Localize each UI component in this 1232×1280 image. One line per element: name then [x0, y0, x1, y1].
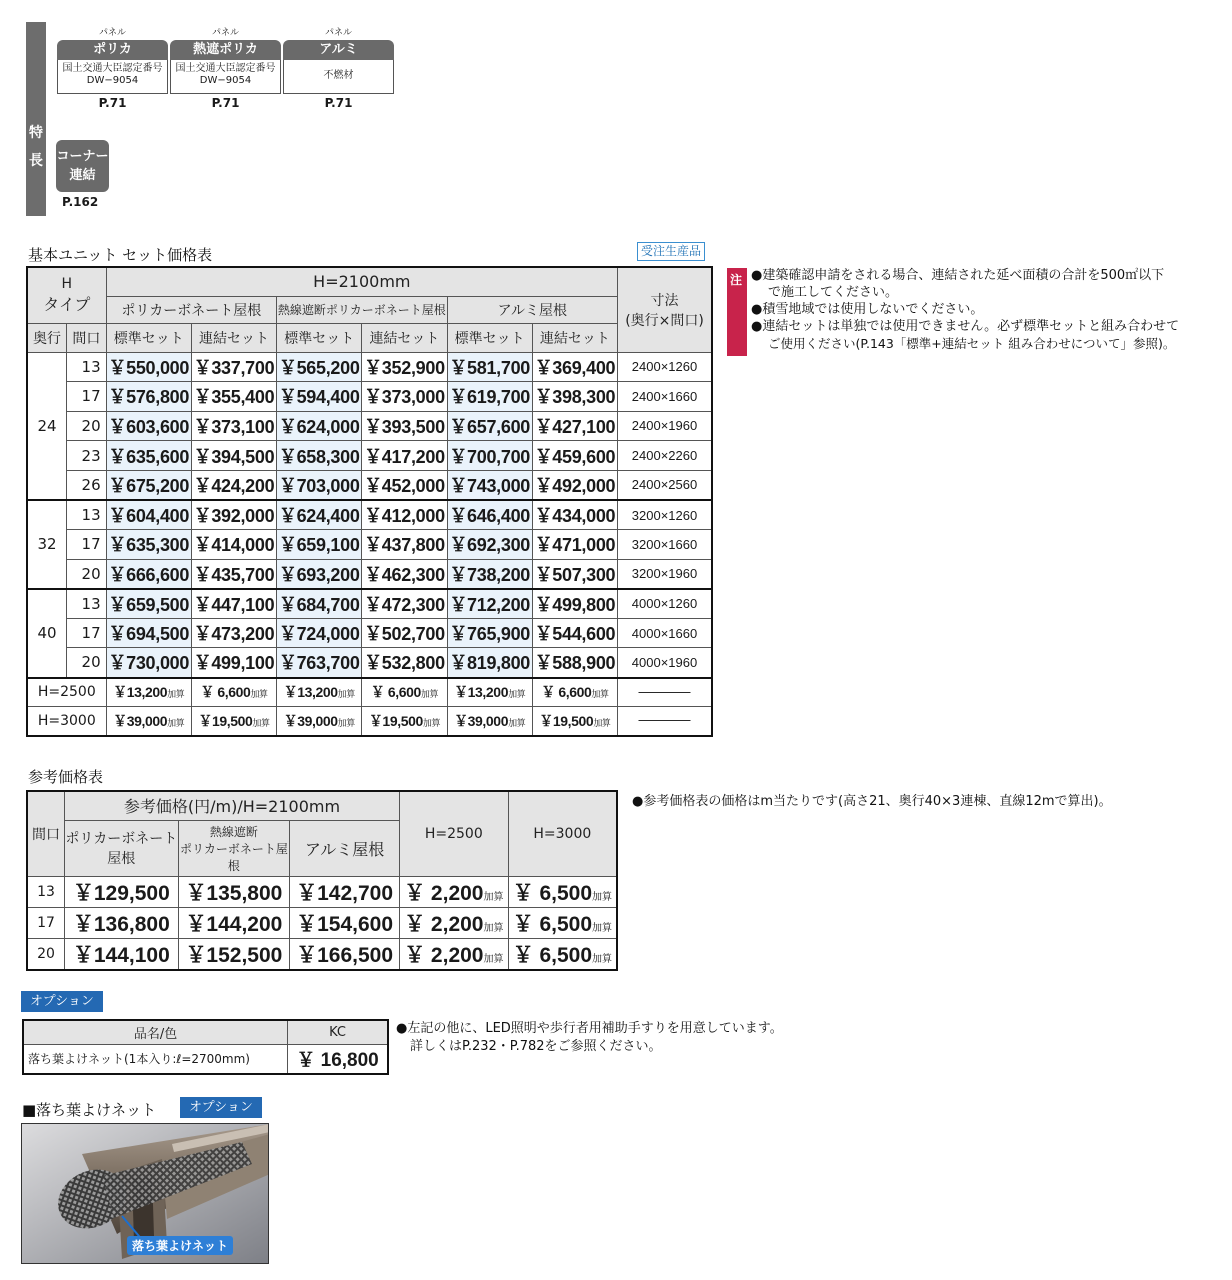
depth-cell: 32	[27, 500, 67, 589]
dimension-cell: 3200×1960	[618, 559, 712, 589]
price-cell: ￥550,000	[106, 352, 191, 382]
price-cell: ￥576,800	[106, 382, 191, 412]
dimension-cell: 2400×1960	[618, 411, 712, 441]
ref-price-cell: ￥129,500	[65, 876, 179, 907]
ref-h2500-header: H=2500	[399, 791, 508, 876]
price-cell: ￥352,900	[362, 352, 447, 382]
badge-head: アルミ	[283, 40, 394, 60]
height-surcharge-row	[27, 678, 712, 707]
height-label-cell: H=3000	[27, 707, 106, 736]
caution-badge	[727, 268, 747, 356]
price-cell: ￥658,300	[277, 441, 362, 471]
ref-width-cell: 20	[27, 938, 65, 970]
ref-price-cell: ￥ 2,200加算	[399, 938, 508, 970]
price-cell: ￥437,800	[362, 530, 447, 560]
badge-body	[57, 60, 168, 94]
price-cell: ￥684,700	[277, 589, 362, 619]
price-cell: ￥434,000	[532, 500, 617, 530]
width-cell: 20	[67, 648, 107, 678]
type-header-h: H	[61, 275, 73, 292]
reference-price-table	[26, 790, 618, 971]
ref-price-cell: ￥144,200	[178, 907, 290, 938]
price-row	[27, 589, 712, 619]
ref-price-cell: ￥154,600	[290, 907, 400, 938]
net-section-title: ■落ち葉よけネット	[22, 1101, 157, 1119]
price-cell: ￥473,200	[191, 618, 276, 648]
price-cell: ￥619,700	[447, 382, 532, 412]
price-cell: ￥624,400	[277, 500, 362, 530]
options-tag: オプション	[21, 991, 103, 1012]
surcharge-cell: ￥39,000加算	[106, 707, 191, 736]
surcharge-cell: ￥13,200加算	[447, 678, 532, 707]
ref-width-cell: 13	[27, 876, 65, 907]
ref-table-note: ●参考価格表の価格はm当たりです(高さ21、奥行40×3連棟、直線12mで算出)。	[632, 794, 1112, 809]
ref-width-cell: 17	[27, 907, 65, 938]
price-cell: ￥692,300	[447, 530, 532, 560]
price-cell: ￥666,600	[106, 559, 191, 589]
surcharge-cell: ￥13,200加算	[106, 678, 191, 707]
type-header-type: タイプ	[43, 294, 91, 314]
price-cell: ￥492,000	[532, 470, 617, 500]
width-cell: 17	[67, 530, 107, 560]
ref-width-header: 間口	[27, 791, 65, 876]
price-row	[27, 618, 712, 648]
surcharge-cell: ￥39,000加算	[447, 707, 532, 736]
price-cell: ￥544,600	[532, 618, 617, 648]
badge-body-line1: 国土交通大臣認定番号	[62, 63, 163, 74]
depth-header: 奥行	[27, 323, 67, 352]
badge-body	[283, 60, 394, 94]
price-cell: ￥763,700	[277, 648, 362, 678]
features-side-bar	[26, 22, 46, 216]
surcharge-cell: ￥19,500加算	[191, 707, 276, 736]
price-cell: ￥355,400	[191, 382, 276, 412]
price-cell: ￥507,300	[532, 559, 617, 589]
width-cell: 20	[67, 411, 107, 441]
price-cell: ￥700,700	[447, 441, 532, 471]
ref-price-cell: ￥166,500	[290, 938, 400, 970]
price-cell: ￥604,400	[106, 500, 191, 530]
dimension-cell: 3200×1660	[618, 530, 712, 560]
price-row	[27, 648, 712, 678]
price-cell: ￥369,400	[532, 352, 617, 382]
badge-page-ref: P.71	[98, 96, 127, 110]
ref-price-cell: ￥135,800	[178, 876, 290, 907]
options-note-1: ●左記の他に、LED照明や歩行者用補助手すりを用意しています。	[396, 1021, 783, 1036]
price-cell: ￥694,500	[106, 618, 191, 648]
ref-table-title: 参考価格表	[28, 768, 104, 786]
price-cell: ￥703,000	[277, 470, 362, 500]
ref-col2-line2: ポリカーボネート屋根	[179, 841, 288, 873]
width-cell: 17	[67, 382, 107, 412]
price-cell: ￥675,200	[106, 470, 191, 500]
dimension-dash-cell: ――――	[618, 678, 712, 707]
dimension-cell: 2400×2560	[618, 470, 712, 500]
leaf-net-illustration	[21, 1123, 269, 1264]
price-table	[26, 266, 713, 737]
ref-price-cell: ￥142,700	[290, 876, 400, 907]
surcharge-cell: ￥13,200加算	[277, 678, 362, 707]
price-cell: ￥424,200	[191, 470, 276, 500]
ref-polycarbonate-header	[65, 820, 179, 876]
price-cell: ￥462,300	[362, 559, 447, 589]
badge-pre: パネル	[324, 28, 352, 38]
width-header: 間口	[67, 323, 107, 352]
dimension-header-line2: (奥行×間口)	[625, 312, 704, 329]
depth-cell: 40	[27, 589, 67, 678]
ref-price-cell: ￥ 6,500加算	[508, 907, 617, 938]
ref-aluminum-header: アルミ屋根	[290, 820, 400, 876]
surcharge-cell: ￥19,500加算	[532, 707, 617, 736]
price-cell: ￥724,000	[277, 618, 362, 648]
price-cell: ￥394,500	[191, 441, 276, 471]
price-cell: ￥659,100	[277, 530, 362, 560]
roof-header-aluminum: アルミ屋根	[447, 296, 617, 323]
price-cell: ￥712,200	[447, 589, 532, 619]
badge-page-ref: P.71	[324, 96, 353, 110]
width-cell: 26	[67, 470, 107, 500]
price-cell: ￥417,200	[362, 441, 447, 471]
badge-body-line1: 不燃材	[323, 70, 354, 81]
price-cell: ￥565,200	[277, 352, 362, 382]
price-cell: ￥499,100	[191, 648, 276, 678]
corner-link-badge	[56, 140, 109, 192]
feature-badge-aluminum	[283, 26, 394, 110]
ref-price-cell: ￥144,100	[65, 938, 179, 970]
options-note-2: 詳しくはP.232・P.782をご参照ください。	[410, 1039, 662, 1054]
depth-cell: 24	[27, 352, 67, 500]
ref-h3000-header: H=3000	[508, 791, 617, 876]
price-row	[27, 382, 712, 412]
price-cell: ￥472,300	[362, 589, 447, 619]
link-set-header: 連結セット	[532, 323, 617, 352]
surcharge-cell: ￥19,500加算	[362, 707, 447, 736]
price-cell: ￥603,600	[106, 411, 191, 441]
price-cell: ￥765,900	[447, 618, 532, 648]
ref-price-cell: ￥ 6,500加算	[508, 938, 617, 970]
note-line-5: ご使用ください(P.143「標準+連結セット 組み合わせについて」参照)。	[768, 336, 1176, 351]
std-set-header: 標準セット	[447, 323, 532, 352]
price-cell: ￥337,700	[191, 352, 276, 382]
price-cell: ￥414,000	[191, 530, 276, 560]
price-row	[27, 352, 712, 382]
price-cell: ￥635,300	[106, 530, 191, 560]
note-line-1: ●建築確認申請をされる場合、連結された延べ面積の合計を500㎡以下	[751, 268, 1165, 283]
price-cell: ￥581,700	[447, 352, 532, 382]
width-cell: 20	[67, 559, 107, 589]
note-line-3: ●積雪地域では使用しないでください。	[751, 302, 984, 317]
badge-head: 熱遮ポリカ	[170, 40, 281, 60]
feature-badge-heat-polycarbonate	[170, 26, 281, 110]
note-line-2: で施工してください。	[768, 285, 899, 300]
ref-price-row	[27, 938, 617, 970]
ref-price-row	[27, 876, 617, 907]
ref-price-row	[27, 907, 617, 938]
roof-header-heat-polycarbonate: 熱線遮断ポリカーボネート屋根	[277, 296, 447, 323]
ref-col1-line1: ポリカーボネート	[65, 831, 178, 847]
dimension-cell: 3200×1260	[618, 500, 712, 530]
dimension-header-line1: 寸法	[650, 292, 679, 309]
badge-page-ref: P.71	[211, 96, 240, 110]
price-cell: ￥398,300	[532, 382, 617, 412]
ref-price-cell: ￥ 6,500加算	[508, 876, 617, 907]
badge-pre: パネル	[211, 28, 239, 38]
features-label-1: 特	[29, 125, 43, 141]
price-cell: ￥743,000	[447, 470, 532, 500]
ref-col1-line2: 屋根	[107, 851, 136, 867]
price-table-title: 基本ユニット セット価格表	[28, 246, 213, 264]
surcharge-cell: ￥ 6,600加算	[362, 678, 447, 707]
width-cell: 23	[67, 441, 107, 471]
option-item-price: ￥ 16,800	[288, 1044, 388, 1074]
link-set-header: 連結セット	[191, 323, 276, 352]
note-line-4: ●連結セットは単独では使用できません。必ず標準セットと組み合わせて	[751, 319, 1180, 334]
ref-col2-line1: 熱線遮断	[209, 824, 258, 839]
features-label-2: 長	[29, 153, 43, 169]
width-cell: 13	[67, 500, 107, 530]
made-to-order-tag: 受注生産品	[637, 242, 705, 261]
net-option-tag: オプション	[180, 1097, 262, 1118]
dimension-dash-cell: ――――	[618, 707, 712, 736]
link-set-header: 連結セット	[362, 323, 447, 352]
std-set-header: 標準セット	[106, 323, 191, 352]
ref-heat-polycarbonate-header	[178, 820, 290, 876]
price-cell: ￥499,800	[532, 589, 617, 619]
options-table	[22, 1019, 389, 1075]
badge-body-line2: DW−9054	[86, 75, 139, 86]
badge-body-line1: 国土交通大臣認定番号	[175, 63, 276, 74]
price-cell: ￥657,600	[447, 411, 532, 441]
badge-body	[170, 60, 281, 94]
dimension-cell: 4000×1660	[618, 618, 712, 648]
ref-price-cell: ￥136,800	[65, 907, 179, 938]
price-cell: ￥412,000	[362, 500, 447, 530]
roof-header-polycarbonate: ポリカーボネート屋根	[106, 296, 276, 323]
feature-badge-polycarbonate	[57, 26, 168, 110]
dimension-cell: 4000×1960	[618, 648, 712, 678]
price-cell: ￥452,000	[362, 470, 447, 500]
corner-badge-line1: コーナー	[56, 149, 109, 164]
ref-price-cell: ￥ 2,200加算	[399, 907, 508, 938]
price-cell: ￥730,000	[106, 648, 191, 678]
surcharge-cell: ￥39,000加算	[277, 707, 362, 736]
badge-head: ポリカ	[57, 40, 168, 60]
surcharge-cell: ￥ 6,600加算	[532, 678, 617, 707]
ref-price-header: 参考価格(円/m)/H=2100mm	[65, 791, 400, 820]
height-label-cell: H=2500	[27, 678, 106, 707]
option-item-name: 落ち葉よけネット(1本入り:ℓ=2700mm)	[23, 1044, 288, 1074]
price-cell: ￥588,900	[532, 648, 617, 678]
price-cell: ￥471,000	[532, 530, 617, 560]
caution-badge-label: 注	[730, 273, 743, 287]
price-cell: ￥373,000	[362, 382, 447, 412]
dimension-cell: 4000×1260	[618, 589, 712, 619]
width-cell: 17	[67, 618, 107, 648]
price-cell: ￥447,100	[191, 589, 276, 619]
dimension-header	[618, 267, 712, 352]
price-row	[27, 559, 712, 589]
price-cell: ￥646,400	[447, 500, 532, 530]
badge-body-line2: DW−9054	[199, 75, 252, 86]
price-cell: ￥459,600	[532, 441, 617, 471]
price-cell: ￥624,000	[277, 411, 362, 441]
surcharge-cell: ￥ 6,600加算	[191, 678, 276, 707]
dimension-cell: 2400×1660	[618, 382, 712, 412]
price-cell: ￥502,700	[362, 618, 447, 648]
price-cell: ￥635,600	[106, 441, 191, 471]
leaf-net-label: 落ち葉よけネット	[127, 1236, 233, 1255]
corner-page-ref: P.162	[62, 195, 99, 209]
ref-price-cell: ￥152,500	[178, 938, 290, 970]
height-header: H=2100mm	[106, 267, 617, 296]
price-row	[27, 500, 712, 530]
price-cell: ￥738,200	[447, 559, 532, 589]
price-row	[27, 470, 712, 500]
type-header	[27, 267, 106, 323]
price-cell: ￥819,800	[447, 648, 532, 678]
options-kc-header: KC	[288, 1020, 388, 1044]
dimension-cell: 2400×2260	[618, 441, 712, 471]
dimension-cell: 2400×1260	[618, 352, 712, 382]
width-cell: 13	[67, 589, 107, 619]
price-cell: ￥373,100	[191, 411, 276, 441]
price-cell: ￥659,500	[106, 589, 191, 619]
price-cell: ￥427,100	[532, 411, 617, 441]
height-surcharge-row	[27, 707, 712, 736]
corner-badge-line2: 連結	[69, 168, 96, 183]
badge-pre: パネル	[98, 28, 126, 38]
price-row	[27, 441, 712, 471]
std-set-header: 標準セット	[277, 323, 362, 352]
price-row	[27, 411, 712, 441]
price-row	[27, 530, 712, 560]
price-cell: ￥532,800	[362, 648, 447, 678]
price-cell: ￥693,200	[277, 559, 362, 589]
options-name-header: 品名/色	[23, 1020, 288, 1044]
price-cell: ￥393,500	[362, 411, 447, 441]
price-cell: ￥392,000	[191, 500, 276, 530]
width-cell: 13	[67, 352, 107, 382]
price-cell: ￥594,400	[277, 382, 362, 412]
ref-price-cell: ￥ 2,200加算	[399, 876, 508, 907]
price-cell: ￥435,700	[191, 559, 276, 589]
